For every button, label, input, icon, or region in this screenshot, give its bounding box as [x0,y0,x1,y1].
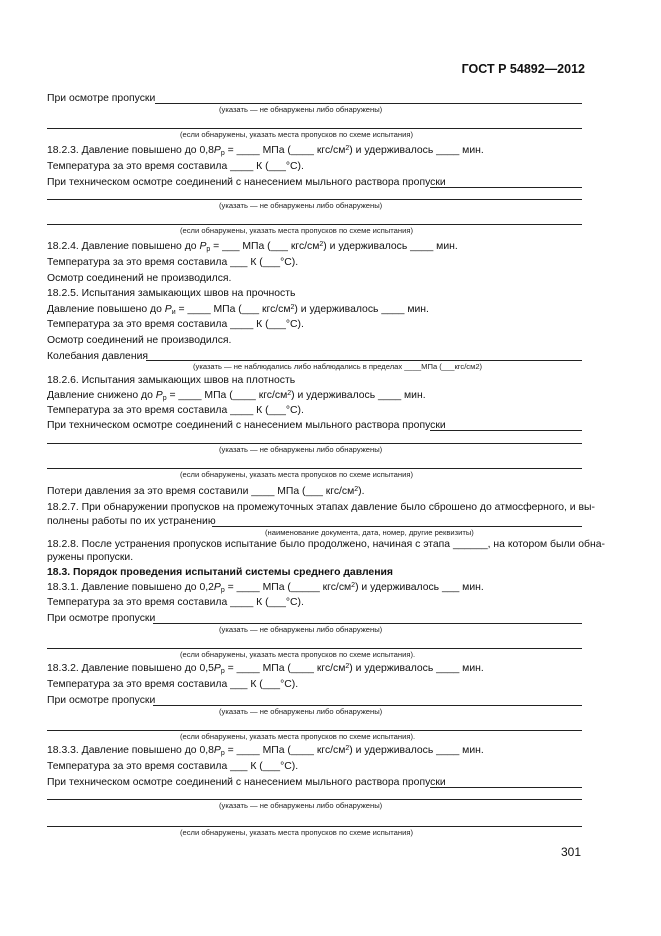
fill-line [47,826,582,827]
caption: (указать — не обнаружены либо обнаружены) [219,707,383,716]
caption: (если обнаружены, указать места пропусков по схеме испытания). [180,650,416,659]
caption: (если обнаружены, указать места пропусков по схеме испытания) [180,828,413,837]
fill-line [430,187,582,188]
text-line: 18.3.2. Давление повышено до $0,5P_р$ = ____ МПа (____ кгс/$см^2$) и удерживалось ____ мин. [47,663,484,675]
caption: (указать — не обнаружены либо обнаружены) [219,445,383,454]
text-line: Давление снижено до $P_р$ = ____ МПа (____ кгс/$см^2$) и удерживалось ____ мин. [47,390,426,402]
text-line: Температура за это время составила ____ К (___°С). [47,319,304,330]
fill-line [153,623,582,624]
text-line: При техническом осмотре соединений с нанесением мыльного раствора пропуски [47,777,446,788]
fill-line [155,103,582,104]
caption: (указать — не обнаружены либо обнаружены) [219,201,383,210]
text-line: Температура за это время составила ___ К (___°С). [47,257,299,268]
text-line: При техническом осмотре соединений с нанесением мыльного раствора пропуски [47,420,446,431]
text-line: Колебания давления [47,351,149,362]
fill-line [47,128,582,129]
fill-line [153,705,582,706]
text-line: Осмотр соединений не производился. [47,273,232,284]
fill-line [47,648,582,649]
text-line: Осмотр соединений не производился. [47,335,232,346]
caption: (наименование документа, дата, номер, другие реквизиты) [265,528,474,537]
text-line: 18.2.5. Испытания замыкающих швов на прочность [47,288,296,299]
text-line: 18.2.6. Испытания замыкающих швов на плотность [47,375,296,386]
text-line: Потери давления за это время составили ____ МПа (___ кгс/$см^2$). [47,486,365,497]
text-line: 18.3.3. Давление повышено до $0,8P_р$ = ____ МПа (____ кгс/$см^2$) и удерживалось ____ мин. [47,745,484,757]
section-heading: 18.3. Порядок проведения испытаний системы среднего давления [47,567,393,578]
text-line: полнены работы по их устранению [47,516,216,527]
text-line: Температура за это время составила ____ К (___°С). [47,597,304,608]
fill-line [430,787,582,788]
text-line: Температура за это время составила ___ К (___°С). [47,761,299,772]
caption: (если обнаружены, указать места пропусков по схеме испытания) [180,130,413,139]
text-line: Температура за это время составила ____ К (___°С). [47,405,304,416]
caption: (указать — не обнаружены либо обнаружены) [219,625,383,634]
text-line: При осмотре пропуски [47,695,156,706]
text-line: 18.2.8. После устранения пропусков испытание было продолжено, начиная с этапа ______, на котором были обна- [47,539,605,550]
text-line: При техническом осмотре соединений с нанесением мыльного раствора пропуски [47,177,446,188]
text-line: 18.2.3. Давление повышено до $0,8P_р$ = ____ МПа (____ кгс/$см^2$) и удерживалось ____ мин. [47,145,484,157]
caption: (указать — не обнаружены либо обнаружены) [219,801,383,810]
caption: (если обнаружены, указать места пропусков по схеме испытания) [180,226,413,235]
text-line: 18.2.7. При обнаружении пропусков на промежуточных этапах давление было сброшено до атмосферного, и вы- [47,502,595,513]
standard-header: ГОСТ Р 54892—2012 [461,62,585,76]
fill-line [430,430,582,431]
fill-line [212,526,582,527]
text-line: При осмотре пропуски [47,613,156,624]
caption: (указать — не наблюдались либо наблюдались в пределах ____МПа (___кгс/см2) [193,362,483,371]
fill-line [47,224,582,225]
text-line: Температура за это время составила ___ К (___°С). [47,679,299,690]
caption: (указать — не обнаружены либо обнаружены) [219,105,383,114]
text-line: Температура за это время составила ____ К (___°С). [47,161,304,172]
text-line: 18.2.4. Давление повышено до $P_р$ = ___ МПа (___ кгс/$см^2$) и удерживалось ____ мин. [47,241,458,253]
caption: (если обнаружены, указать места пропусков по схеме испытания). [180,732,416,741]
fill-line [146,360,582,361]
fill-line [47,443,582,444]
fill-line [47,799,582,800]
page-number: 301 [560,845,581,859]
fill-line [47,199,582,200]
text-line: Давление повышено до $P_и$ = ____ МПа (___ кгс/$см^2$) и удерживалось ____ мин. [47,304,429,316]
text-line: ружены пропуски. [47,552,134,563]
fill-line [47,730,582,731]
caption: (если обнаружены, указать места пропусков по схеме испытания) [180,470,413,479]
fill-line [47,468,582,469]
text-line: При осмотре пропуски [47,93,156,104]
text-line: 18.3.1. Давление повышено до $0,2P_р$ = ____ МПа (_____ кгс/$см^2$) и удерживалось ___ мин. [47,582,484,594]
